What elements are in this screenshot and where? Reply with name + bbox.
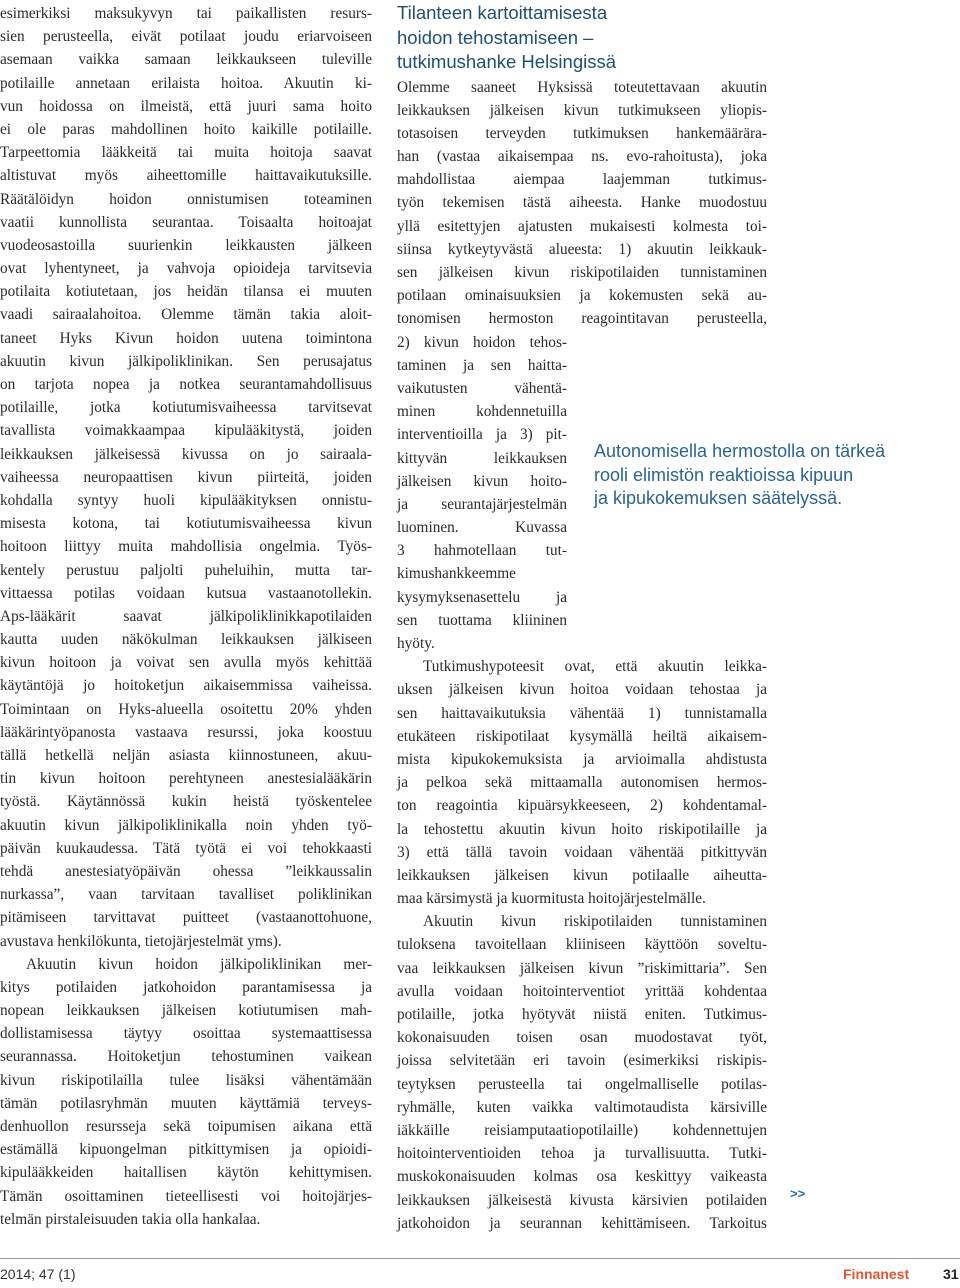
body-line: kimushankkeemme [397,565,516,583]
body-line: jatkohoidon ja seurannan kehittämiseen. Tarkoitus [397,1214,767,1232]
body-line: Toimintaan on Hyks-alueella osoitettu 20% yhden [0,700,372,718]
body-line: Tämän osoittaminen tieteellisesti voi hoitojärjes- [0,1187,372,1205]
body-line: ton reagointia kipuärsykkeeseen, 2) kohdentamal- [397,797,767,815]
body-line: nurkassa”, vaan tarvitaan tavalliset poliklinikan [0,886,372,904]
body-line: ja seurantajärjestelmän [397,495,567,513]
footer-brand: Finnanest [843,1266,910,1282]
footer-issue: 2014; 47 (1) [0,1266,76,1282]
body-line: hyöty. [397,635,435,652]
right-column-text-continued [397,655,767,1235]
body-line: minen kohdennetuilla [397,403,567,421]
body-line: tavallista voimakkaampaa kipulääkitystä, joiden [0,422,372,440]
pull-quote [594,440,954,511]
body-line: ryhmälle, kuten vaikka valtimotaudista kärsiville [397,1098,767,1116]
body-line: leikkauksen jälkeisestä kivusta kärsivien potilaiden [397,1191,767,1209]
body-line: Akuutin kivun hoidon jälkipoliklinikan mer- [26,955,372,973]
body-line: kivun hoitoon ja voivat sen avulla myös kehittää [0,654,372,672]
body-line: kohdalla syntyy huoli kipulääkityksen onnistu- [0,491,372,509]
body-line: tehdä anestesiatyöpäivän ohessa ”leikkaussalin [0,862,372,880]
body-line: vittaessa potilas voidaan kutsua vastaanotollekin. [0,584,372,602]
body-line: telmän pirstaleisuuden takia olla hankalaa. [0,1210,261,1228]
body-line: jälkeisen kivun hoito- [397,472,567,490]
body-line: mahdollistaa aiempaa laajemman tutkimus- [397,171,767,189]
body-line: han (vastaa aikaisempaa ns. evo-rahoitusta), joka [397,148,767,166]
body-line: tuloksena tavoitellaan kliiniseen käyttöön soveltu- [397,936,767,954]
body-line: kokonaisuuden toisen osan muodostavat työt, [397,1029,767,1047]
section-heading-line: tutkimushanke Helsingissä [397,51,617,72]
section-heading [397,2,767,74]
body-line: siinsa kytkeytyvästä alueesta: 1) akuutin leikkauk- [397,240,767,258]
body-line: hoitoon liittyy muita mahdollisia ongelmia. Työs- [0,538,372,556]
body-line: sien perusteella, eivät potilaat joudu eriarvoiseen [0,28,372,46]
body-line: yllä esitettyjen ajatusten mukaisesti kolmesta toi- [397,217,767,235]
body-line: estämällä kipuongelman pitkittymisen ja opioidi- [0,1141,372,1159]
pull-quote-line: Autonomisella hermostolla on tärkeä [594,441,886,461]
body-line: sen jälkeisen kivun riskipotilaiden tunnistaminen [397,264,767,281]
body-line: käytäntöjä jo hoitoketjun aikaisemmissa vaiheissa. [0,677,372,695]
body-line: potilaan ominaisuuksien ja kokemusten sekä au- [397,287,767,305]
body-line: tonomisen hermoston reagointitavan perusteella, [397,310,767,328]
body-line: denhuollon resursseja sekä toipumisen aikana että [0,1118,372,1135]
section-heading-line: Tilanteen kartoittamisesta [397,2,608,23]
body-line: kitys potilaiden jatkohoidon parantamisessa ja [0,978,372,996]
body-line: ei ole paras mahdollinen hoito kaikille potilaille. [0,120,372,138]
body-line: Olemme saaneet Hyksissä toteutettavaan akuutin [397,78,767,96]
body-line: dollistamisessa täytyy osoittaa systemaattisessa [0,1025,372,1043]
body-line: vaiheessa neuropaattisen kivun piirteitä, joiden [0,468,372,486]
body-line: 3 hahmotellaan tut- [397,542,567,560]
body-line: leikkauksen jälkeisessä kivussa on jo sairaala- [0,445,372,463]
body-line: sen tuottama kliininen [397,611,567,629]
body-line: esimerkiksi maksukyvyn tai paikallisten resurs- [0,5,372,22]
body-line: päivän kuukaudessa. Tätä työtä ei voi tehokkaasti [0,839,372,857]
body-line: kipulääkkeiden haitallisen käytön kehittymisen. [0,1164,372,1182]
body-line: tämän potilasryhmän muuten käyttämiä terveys- [0,1094,372,1112]
body-line: Akuutin kivun riskipotilaiden tunnistaminen [423,913,767,931]
body-line: la tehostettu akuutin kivun hoito riskipotilaille ja [397,820,767,838]
body-line: vun hoidossa on ilmeistä, että juuri sama hoito [0,97,372,115]
body-line: vuodeosastoilla suurienkin leikkausten jälkeen [0,236,372,254]
body-line: sen haittavaikutuksia vähentää 1) tunnistamalla [397,704,767,722]
body-line: uksen jälkeisen kivun hoitoa voidaan tehostaa ja [397,681,767,699]
body-line: vaikutusten vähentä- [397,379,567,397]
body-line: työstä. Käytännössä kukin heistä työskentelee [0,793,372,811]
body-line: ja pelkoa sekä mittaamalla autonomisen hermos- [397,774,767,792]
body-line: työn tekemisen tästä aiheesta. Hanke muodostuu [397,194,767,212]
body-line: leikkauksen jälkeisen kivun potilaalle aiheutta- [397,866,767,884]
body-line: potilaita kotiutetaan, jos heidän tilansa ei muuten [0,283,372,301]
body-line: iäkkäille reisiamputaatiopotilaille) kohdennettujen [397,1121,767,1139]
body-line: maa kärsimystä ja kuormitusta hoitojärjestelmälle. [397,890,706,908]
left-column-text [0,2,372,1231]
body-line: mista kipukokemuksista ja arvioimalla ahdistusta [397,750,767,768]
body-line: potilaille annetaan erilaista hoitoa. Akuutin ki- [0,74,372,92]
left-column [0,2,372,1231]
body-line: kautta uuden näkökulman leikkauksen jälkiseen [0,631,372,649]
body-line: on tarjota nopea ja notkea seurantamahdollisuus [0,376,372,393]
body-line: potilaille, jotka hyötyvät niistä eniten. Tutkimus- [397,1006,767,1023]
body-line: taminen ja sen haitta- [397,356,567,374]
body-line: taneet Hyks Kivun hoidon uutena toimintona [0,329,372,347]
right-column-text [397,76,767,331]
pull-quote-line: ja kipukokemuksen säätelyssä. [594,488,843,508]
body-line: kittyvän leikkauksen [397,449,567,467]
body-line: luominen. Kuvassa [397,519,567,537]
continue-arrow-icon: >> [790,1186,806,1201]
body-line: interventioilla ja 3) pit- [397,426,567,444]
body-line: hoitointerventioiden tehoa ja turvallisuutta. Tutki- [397,1145,767,1163]
body-line: Aps-lääkärit saavat jälkipoliklinikkapotilaiden [0,607,372,625]
body-line: kivun riskipotilailla tulee lisäksi vähentämään [0,1071,372,1089]
body-line: kentely perustuu paljolti puheluihin, mutta tar- [0,561,372,579]
body-line: akuutin kivun jälkipoliklinikan. Sen perusajatus [0,352,372,370]
section-heading-line: hoidon tehostamiseen – [397,26,594,48]
body-line: Tutkimushypoteesit ovat, että akuutin leikka- [423,658,767,676]
body-line: ovat lyhentyneet, ja vahvoja opioideja tarvitsevia [0,260,372,278]
body-line: lääkärintyöpanosta vastaava resurssi, joka koostuu [0,723,372,741]
body-line: vaatii kunnollista seurantaa. Toisaalta hoitoajat [0,213,372,231]
body-line: vaadi sairaalahoitoa. Olemme tämän takia aloit- [0,306,372,324]
body-line: Tarpeettomia lääkkeitä tai muita hoitoja saavat [0,144,372,162]
body-line: muskokonaisuuden kolmas osa keskittyy vaikeasta [397,1168,767,1186]
body-line: teytyksen perusteella tai ongelmalliselle potilas- [397,1075,767,1093]
body-line: leikkauksen jälkeisen kivun tutkimukseen yliopis- [397,101,767,119]
pull-quote-line: rooli elimistön reaktioissa kipuun [594,464,854,485]
body-line: joissa selvitetään eri tavoin (esimerkiksi riskipis- [397,1052,767,1070]
body-line: pitämiseen tarvittavat puitteet (vastaanottohuone, [0,909,372,927]
body-line: akuutin kivun jälkipoliklinikalla noin yhden työ- [0,816,372,834]
right-column [397,2,767,1235]
page-number: 31 [943,1266,959,1282]
body-line: avustava henkilökunta, tietojärjestelmät yms). [0,932,282,950]
body-line: kysymyksenasettelu ja [397,588,567,606]
body-line: vaa leikkauksen jälkeisen kivun ”riskimittaria”. Sen [397,959,767,977]
body-line: 3) että tällä tavoin voidaan vähentää pitkittyvän [397,843,767,861]
body-line: etukäteen riskipotilaat kysymällä heiltä aikaisem- [397,727,767,745]
body-line: asemaan vaikka samaan leikkaukseen tuleville [0,51,372,69]
body-line: tin kivun hoitoon perehtyneen anestesialääkärin [0,770,372,788]
body-line: Räätälöidyn hoidon onnistumisen toteaminen [0,190,372,208]
body-line: altistuvat myös aiheettomille haittavaikutuksille. [0,167,372,185]
body-line: totasoisen terveyden tutkimuksen hankemäärära- [397,124,767,142]
body-line: misesta kotona, tai kotiutumisvaiheessa kivun [0,515,372,533]
body-line: tällä hetkellä neljän asiasta kiinnostuneen, akuu- [0,747,372,764]
body-line: avulla voidaan hoitointerventiot yrittää kohdentaa [397,982,767,1000]
body-line: potilaille, jotka kotiutumisvaiheessa tarvitsevat [0,399,372,417]
body-line: seurannassa. Hoitoketjun tehostuminen vaikean [0,1048,372,1066]
body-line: 2) kivun hoidon tehos- [397,333,567,351]
body-line: nopean leikkauksen jälkeisen kotiutumisen mah- [0,1002,372,1020]
footer-divider [0,1258,960,1259]
